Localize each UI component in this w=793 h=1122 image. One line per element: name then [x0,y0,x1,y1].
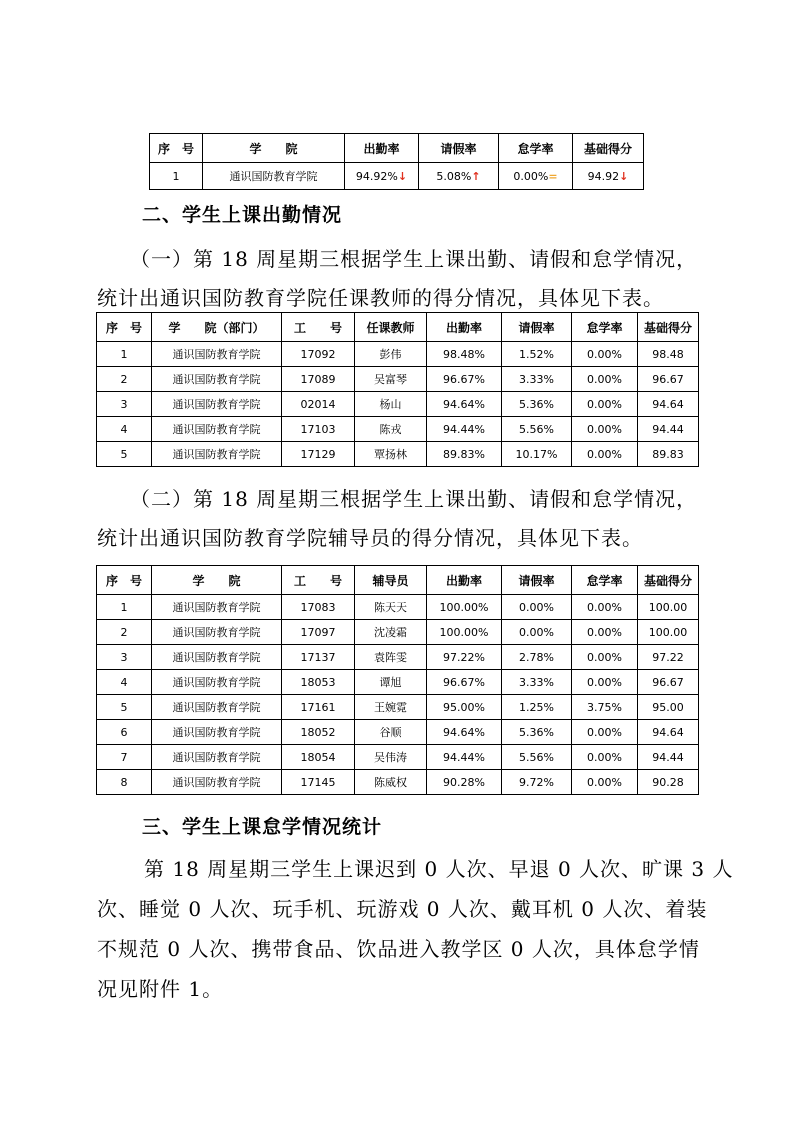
table-cell: 17092 [282,342,355,367]
paragraph-line: 况见附件 1。 [97,977,224,1001]
table-cell: 覃扬林 [355,442,427,467]
table-cell: 通识国防教育学院 [203,163,345,190]
header-cell: 序 号 [97,313,152,342]
table-cell: 17129 [282,442,355,467]
table-cell: 6 [97,720,152,745]
table-cell: 1.52% [502,342,572,367]
table-cell: 0.00% [572,620,638,645]
table-header-row [97,313,699,342]
table-cell: 94.64% [427,720,502,745]
header-cell: 学 院（部门） [152,313,282,342]
arrow-up-icon: ↑ [471,169,481,183]
table-cell: 1 [150,163,203,190]
header-cell: 任课教师 [355,313,427,342]
table-row [97,417,699,442]
table-row [97,595,699,620]
table-cell: 17083 [282,595,355,620]
table-cell: 3.33% [502,670,572,695]
paragraph-line: （二）第 18 周星期三根据学生上课出勤、请假和怠学情况， [130,487,698,511]
table-cell: 89.83% [427,442,502,467]
table-cell: 94.64 [638,720,699,745]
table-cell: 3.33% [502,367,572,392]
table-row [97,442,699,467]
table-cell: 3 [97,645,152,670]
table-row [97,695,699,720]
table-cell: 5.36% [502,720,572,745]
table-cell: 通识国防教育学院 [152,367,282,392]
table-cell: 94.44 [638,417,699,442]
table-cell: 通识国防教育学院 [152,670,282,695]
paragraph-line: 次、睡觉 0 人次、玩手机、玩游戏 0 人次、戴耳机 0 人次、着装 [97,897,708,921]
header-cell: 请假率 [502,313,572,342]
college-summary-table [149,133,644,190]
table-cell: 2 [97,367,152,392]
table-cell: 7 [97,745,152,770]
header-cell: 出勤率 [427,566,502,595]
leave-value: 5.08% [436,169,472,183]
attendance-value: 94.92% [355,169,398,183]
table-cell: 通识国防教育学院 [152,720,282,745]
table-cell: 通识国防教育学院 [152,620,282,645]
table-row [97,745,699,770]
table-cell: 90.28% [427,770,502,795]
header-cell: 辅导员 [355,566,427,595]
table-cell: 0.00% [502,620,572,645]
counselor-score-table [96,565,699,795]
header-cell: 基础得分 [638,566,699,595]
table-row [97,720,699,745]
teacher-rows [97,342,699,467]
table-cell: 谷顺 [355,720,427,745]
table-cell: 0.00% [572,595,638,620]
table-cell: 3 [97,392,152,417]
paragraph-line: （一）第 18 周星期三根据学生上课出勤、请假和怠学情况， [130,247,698,271]
table-cell: 0.00% [572,417,638,442]
table-cell: 100.00 [638,620,699,645]
paragraph-line: 第 18 周星期三学生上课迟到 0 人次、早退 0 人次、旷课 3 人 [144,857,734,881]
table-cell: 98.48% [427,342,502,367]
table-cell: 吴伟涛 [355,745,427,770]
table-cell: 18052 [282,720,355,745]
table-row [97,342,699,367]
table-cell: 5.36% [502,392,572,417]
header-cell: 序 号 [97,566,152,595]
table-cell: 通识国防教育学院 [152,770,282,795]
table-cell: 0.00% [572,442,638,467]
table-row [97,670,699,695]
table-cell: 吴富琴 [355,367,427,392]
header-cell: 怠学率 [572,313,638,342]
section-heading: 三、学生上课怠学情况统计 [142,816,383,838]
table-cell: 89.83 [638,442,699,467]
table-cell: 5 [97,442,152,467]
table-cell: 0.00% [572,670,638,695]
table-cell: 8 [97,770,152,795]
table-cell: 通识国防教育学院 [152,392,282,417]
table-cell: 96.67 [638,367,699,392]
section-heading: 二、学生上课出勤情况 [142,204,343,226]
header-cell: 请假率 [502,566,572,595]
table-cell: 100.00% [427,595,502,620]
paragraph-line: 统计出通识国防教育学院任课教师的得分情况，具体见下表。 [97,286,664,310]
table-cell: 0.00% [572,392,638,417]
paragraph-line: 不规范 0 人次、携带食品、饮品进入教学区 0 人次，具体怠学情 [97,937,700,961]
teacher-score-table [96,312,699,467]
table-cell: 通识国防教育学院 [152,342,282,367]
table-cell: 通识国防教育学院 [152,745,282,770]
table-row [97,392,699,417]
table-cell: 陈天天 [355,595,427,620]
header-cell: 基础得分 [573,134,644,163]
table-cell: 100.00 [638,595,699,620]
table-cell: 17145 [282,770,355,795]
table-cell: 17161 [282,695,355,720]
table-cell: 17103 [282,417,355,442]
table-cell: 0.00% [572,745,638,770]
table-cell: 3.75% [572,695,638,720]
table-cell: 通识国防教育学院 [152,645,282,670]
table-cell: 97.22 [638,645,699,670]
table-row [97,620,699,645]
table-cell: 4 [97,670,152,695]
table-cell: 通识国防教育学院 [152,442,282,467]
table-cell: 谭旭 [355,670,427,695]
table-cell: 通识国防教育学院 [152,417,282,442]
table-cell: 95.00 [638,695,699,720]
table-cell: 0.00% [572,770,638,795]
header-cell: 请假率 [419,134,499,163]
table-header-row [97,566,699,595]
table-row [97,770,699,795]
paragraph-line: 统计出通识国防教育学院辅导员的得分情况，具体见下表。 [97,526,643,550]
table-cell: 5.56% [502,745,572,770]
table-cell: 97.22% [427,645,502,670]
table-cell: 18053 [282,670,355,695]
score-value: 94.92 [587,169,620,183]
table-cell: 17089 [282,367,355,392]
header-cell: 怠学率 [499,134,573,163]
table-cell: 4 [97,417,152,442]
arrow-down-icon: ↓ [397,169,408,183]
table-cell: 94.44 [638,745,699,770]
counselor-rows [97,595,699,795]
table-cell: 5.56% [502,417,572,442]
table-cell: 10.17% [502,442,572,467]
table-cell: 2 [97,620,152,645]
table-cell: 96.67 [638,670,699,695]
absent-value: 0.00% [513,169,549,183]
table-cell: 0.00% [502,595,572,620]
header-cell: 学 院 [152,566,282,595]
table-cell: 2.78% [502,645,572,670]
table-cell: 通识国防教育学院 [152,595,282,620]
table-cell: 袁阵雯 [355,645,427,670]
table-cell: 96.67% [427,367,502,392]
table-cell: 1.25% [502,695,572,720]
table-cell: 5 [97,695,152,720]
header-cell: 序 号 [150,134,203,163]
table-cell: 9.72% [502,770,572,795]
header-cell: 学 院 [203,134,345,163]
table-cell: 98.48 [638,342,699,367]
table-header-row [150,134,644,163]
table-cell: 94.44% [427,745,502,770]
table-cell: 1 [97,342,152,367]
table-cell: 0.00% [572,342,638,367]
header-cell: 基础得分 [638,313,699,342]
table-cell [499,163,573,190]
table-cell [345,163,419,190]
equal-icon: = [548,169,558,183]
table-cell: 彭伟 [355,342,427,367]
header-cell: 工 号 [282,566,355,595]
table-cell: 0.00% [572,645,638,670]
table-cell: 1 [97,595,152,620]
table-cell: 18054 [282,745,355,770]
table-cell: 94.64% [427,392,502,417]
table-cell: 王婉霓 [355,695,427,720]
table-cell: 17097 [282,620,355,645]
table-cell: 90.28 [638,770,699,795]
table-cell: 17137 [282,645,355,670]
table-cell: 95.00% [427,695,502,720]
table-row [150,163,644,190]
table-row [97,645,699,670]
header-cell: 工 号 [282,313,355,342]
table-cell: 通识国防教育学院 [152,695,282,720]
header-cell: 怠学率 [572,566,638,595]
table-cell: 100.00% [427,620,502,645]
table-cell: 0.00% [572,367,638,392]
table-cell: 96.67% [427,670,502,695]
table-cell: 沈凌霜 [355,620,427,645]
table-cell [419,163,499,190]
table-row [97,367,699,392]
header-cell: 出勤率 [345,134,419,163]
table-cell: 杨山 [355,392,427,417]
table-cell: 94.64 [638,392,699,417]
table-cell: 02014 [282,392,355,417]
arrow-down-icon: ↓ [619,169,629,183]
table-cell: 0.00% [572,720,638,745]
table-cell: 94.44% [427,417,502,442]
table-cell [573,163,644,190]
header-cell: 出勤率 [427,313,502,342]
table-cell: 陈威权 [355,770,427,795]
table-cell: 陈戎 [355,417,427,442]
